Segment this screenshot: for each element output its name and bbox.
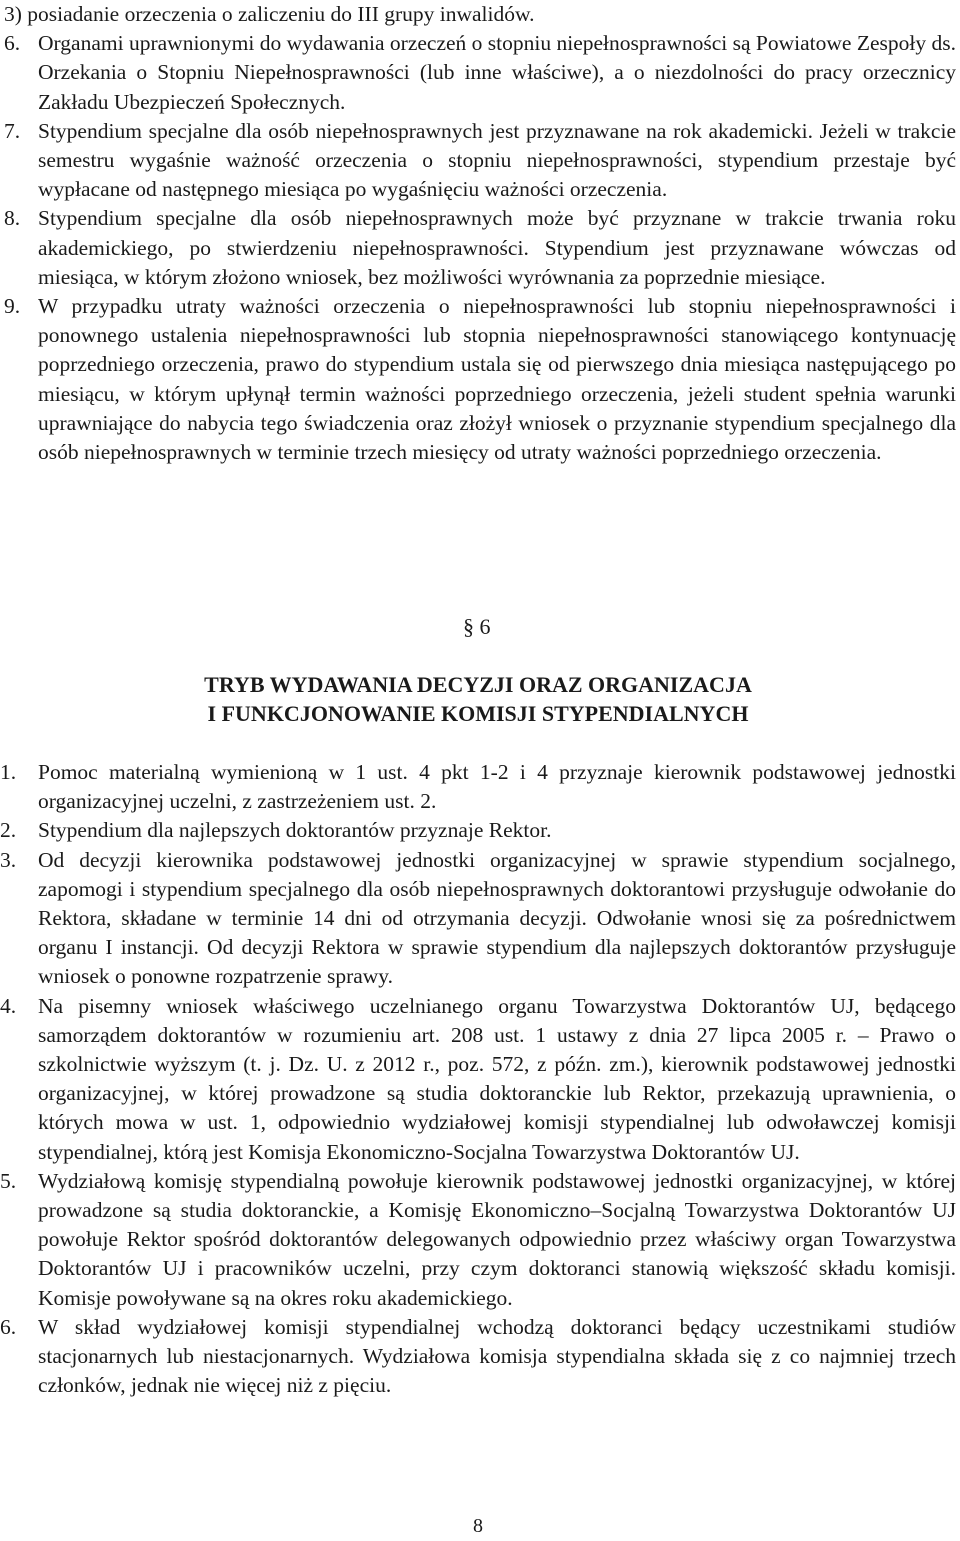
list-item-text: W skład wydziałowej komisji stypendialnej wchodzą doktoranci będący uczestnikami studiów stacjonarnych lub niestacjonarnych. Wydziałowa komisja stypendialna składa się z co najmniej trzech członków, jednak nie więcej niż z pięciu. bbox=[38, 1314, 956, 1398]
list-item-text: W przypadku utraty ważności orzeczenia o niepełnosprawności lub stopniu niepełnosprawności i ponownego ustalenia niepełnosprawności lub stopnia niepełnosprawności stanowiącego kontynuację poprzedniego orzeczenia, prawo do stypendium ustala się od pierwszego dnia miesiąca następującego po miesiącu, w którym upłynął termin ważności poprzedniego orzeczenia, jeżeli student spełnia warunki uprawniające do nabycia tego świadczenia oraz złożył wniosek o przyznanie stypendium specjalnego dla osób niepełnosprawnych w terminie trzech miesięcy od utraty ważności poprzedniego orzeczenia. bbox=[38, 294, 956, 465]
list-item-text: Stypendium specjalne dla osób niepełnosprawnych może być przyznane w trakcie trwania roku akademickiego, po stwierdzeniu niepełnosprawności. Stypendium jest przyznawane wówczas od miesiąca, w którym złożono wniosek, bez możliwości wyrównania za poprzednie miesiące. bbox=[38, 206, 956, 289]
section-heading-line2: I FUNKCJONOWANIE KOMISJI STYPENDIALNYCH bbox=[207, 701, 749, 726]
list-item-number: 6. bbox=[0, 1314, 17, 1339]
list-item-text: Stypendium specjalne dla osób niepełnosprawnych jest przyznawane na rok akademicki. Jeżeli w trakcie semestru wygaśnie ważność orzeczenia o stopniu niepełnosprawności, stypendium przestaje być wypłacane od następnego miesiąca po wygaśnięciu ważności orzeczenia. bbox=[38, 118, 956, 202]
list-item bbox=[0, 992, 956, 1167]
page-number: 8 bbox=[473, 1515, 483, 1537]
list-item-text: Organami uprawnionymi do wydawania orzeczeń o stopniu niepełnosprawności są Powiatowe Zespoły ds. Orzekania o Stopniu Niepełnosprawności (lub inne właściwe), a o niezdolności do pracy orzecznicy Zakładu Ubezpieczeń Społecznych. bbox=[38, 31, 956, 114]
list-item-number: 6. bbox=[4, 31, 21, 56]
list-item bbox=[0, 29, 956, 117]
list-item bbox=[0, 846, 956, 992]
section-heading-line1: TRYB WYDAWANIA DECYZJI ORAZ ORGANIZACJA bbox=[204, 672, 752, 697]
top-list bbox=[0, 0, 956, 467]
list-item-number: 9. bbox=[4, 294, 21, 319]
list-item bbox=[0, 292, 956, 467]
list-item-text: Od decyzji kierownika podstawowej jednostki organizacyjnej w sprawie stypendium socjalnego, zapomogi i stypendium specjalnego dla osób niepełnosprawnych doktorantowi przysługuje odwołanie do Rektora, składane w terminie 14 dni od otrzymania decyzji. Odwołanie wnosi się za pośrednictwem organu I instancji. Od decyzji Rektora w sprawie stypendium dla najlepszych doktorantów przysługuje wniosek o ponowne rozpatrzenie sprawy. bbox=[38, 847, 956, 989]
list-item-number: 4. bbox=[0, 993, 17, 1018]
list-item-text: Stypendium dla najlepszych doktorantów przyznaje Rektor. bbox=[38, 818, 552, 843]
bottom-list bbox=[0, 758, 956, 1400]
list-item-number: 5. bbox=[0, 1168, 17, 1193]
list-item bbox=[0, 1313, 956, 1401]
list-item-number: 2. bbox=[0, 818, 17, 843]
list-item-text: Wydziałową komisję stypendialną powołuje kierownik podstawowej jednostki organizacyjnej, w której prowadzone są studia doktoranckie, a Komisję Ekonomiczno–Socjalną Towarzystwa Doktorantów UJ powołuje Rektor spośród doktorantów delegowanych odpowiednio przez właściwy organ Towarzystwa Doktorantów UJ i pracowników uczelni, przy czym doktoranci stanowią większość składu komisji. Komisje powoływane są na okres roku akademickiego. bbox=[38, 1168, 956, 1310]
list-item bbox=[0, 758, 956, 816]
list-item-text: Pomoc materialną wymienioną w 1 ust. 4 pkt 1-2 i 4 przyznaje kierownik podstawowej jednostki organizacyjnej uczelni, z zastrzeżeniem ust. 2. bbox=[38, 760, 956, 814]
list-item bbox=[0, 204, 956, 292]
list-item-number: 7. bbox=[4, 118, 21, 143]
list-item bbox=[0, 0, 956, 29]
list-item bbox=[0, 117, 956, 205]
section-sign: § 6 bbox=[463, 614, 491, 639]
list-item-number: 8. bbox=[4, 206, 21, 231]
list-item-number: 3. bbox=[0, 847, 17, 872]
list-item-text: 3) posiadanie orzeczenia o zaliczeniu do III grupy inwalidów. bbox=[4, 2, 535, 26]
list-item bbox=[0, 1167, 956, 1313]
list-item-number: 1. bbox=[0, 760, 17, 784]
list-item-text: Na pisemny wniosek właściwego uczelnianego organu Towarzystwa Doktorantów UJ, będącego samorządem doktorantów w rozumieniu art. 208 ust. 1 ustawy z dnia 27 lipca 2005 r. – Prawo o szkolnictwie wyższym (t. j. Dz. U. z 2012 r., poz. 572, z późn. zm.), kierownik podstawowej jednostki organizacyjnej, w której prowadzone są studia doktoranckie lub Rektor, przekazują uprawnienia, o których mowa w ust. 1, odpowiednio wydziałowej komisji stypendialnej lub odwoławczej komisji stypendialnej, którą jest Komisja Ekonomiczno-Socjalna Towarzystwa Doktorantów UJ. bbox=[38, 993, 956, 1164]
list-item bbox=[0, 816, 956, 845]
